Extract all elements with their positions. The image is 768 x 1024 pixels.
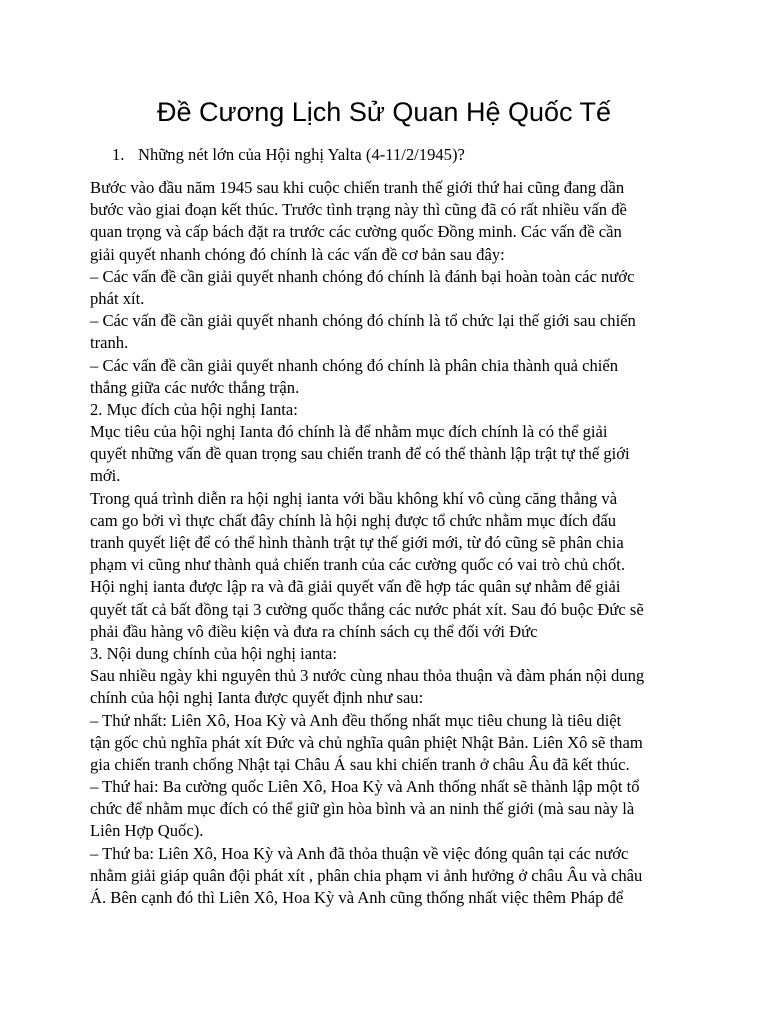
text-line: Sau nhiều ngày khi nguyên thủ 3 nước cùng nhau thỏa thuận và đàm phán nội dung [90, 666, 645, 686]
text-line: Á. Bên cạnh đó thì Liên Xô, Hoa Kỳ và Anh cũng thống nhất việc thêm Pháp để [90, 888, 624, 907]
document-title: Đề Cương Lịch Sử Quan Hệ Quốc Tế [156, 97, 612, 127]
text-line: tranh quyết liệt để có thể hình thành trật tự thế giới mới, từ đó cũng sẽ phân chia [90, 533, 624, 552]
text-line: bước vào giai đoạn kết thúc. Trước tình trạng này thì cũng đã có rất nhiều vấn đề [90, 200, 627, 220]
text-line: Bước vào đầu năm 1945 sau khi cuộc chiến tranh thế giới thứ hai cũng đang dần [90, 178, 625, 197]
text-line: – Thứ ba: Liên Xô, Hoa Kỳ và Anh đã thỏa thuận về việc đóng quân tại các nước [90, 843, 629, 863]
text-line: chức để nhằm mục đích có thể giữ gìn hòa bình và an ninh thế giới (mà sau này là [90, 799, 635, 819]
text-line: quan trọng và cấp bách đặt ra trước các cường quốc Đồng minh. Các vấn đề cần [90, 222, 622, 242]
text-line: nhằm giải giáp quân đội phát xít , phân chia phạm vi ảnh hưởng ở châu Âu và châu [90, 865, 643, 885]
text-line: – Các vấn đề cần giải quyết nhanh chóng đó chính là đánh bại hoàn toàn các nước [90, 266, 635, 286]
text-line: – Các vấn đề cần giải quyết nhanh chóng đó chính là phân chia thành quả chiến [90, 355, 619, 375]
text-line: Hội nghị ianta được lập ra và đã giải quyết vấn đề hợp tác quân sự nhằm để giải [90, 577, 621, 597]
text-line: giải quyết nhanh chóng đó chính là các vấn đề cơ bản sau đây: [90, 244, 505, 264]
text-line: – Thứ hai: Ba cường quốc Liên Xô, Hoa Kỳ và Anh thống nhất sẽ thành lập một tổ [90, 777, 640, 797]
text-line: Liên Hợp Quốc). [90, 821, 204, 841]
text-line: phạm vi cũng như thành quả chiến tranh của các cường quốc có vai trò chủ chốt. [90, 555, 625, 575]
text-line: tranh. [90, 333, 129, 353]
text-line: Trong quá trình diễn ra hội nghị ianta với bầu không khí vô cùng căng thẳng và [90, 488, 618, 508]
text-line: – Thứ nhất: Liên Xô, Hoa Kỳ và Anh đều thống nhất mục tiêu chung là tiêu diệt [90, 710, 622, 730]
text-line: gia chiến tranh chống Nhật tại Châu Á sau khi chiến tranh ở châu Âu đã kết thúc. [90, 754, 630, 774]
text-line: phải đầu hàng vô điều kiện và đưa ra chính sách cụ thể đối với Đức [90, 621, 538, 641]
numbered-question-1 [112, 144, 465, 166]
text-line: cam go bởi vì thực chất đây chính là hội nghị được tổ chức nhằm mục đích đấu [90, 510, 617, 530]
question-text: Những nét lớn của Hội nghị Yalta (4-11/2/1945)? [138, 145, 465, 164]
question-number: 1. [112, 145, 125, 164]
text-line: mới. [90, 466, 121, 486]
text-line: tận gốc chủ nghĩa phát xít Đức và chủ nghĩa quân phiệt Nhật Bản. Liên Xô sẽ tham [90, 732, 643, 752]
text-line: – Các vấn đề cần giải quyết nhanh chóng đó chính là tổ chức lại thế giới sau chiến [90, 311, 636, 331]
text-line: chính của hội nghị Ianta được quyết định như sau: [90, 688, 424, 708]
text-line: 3. Nội dung chính của hội nghị ianta: [90, 643, 338, 663]
text-line: quyết những vấn đề quan trọng sau chiến tranh để có thể thành lập trật tự thế giới [90, 444, 630, 464]
text-line: thắng giữa các nước thắng trận. [90, 377, 300, 397]
text-line: Mục tiêu của hội nghị Ianta đó chính là để nhằm mục đích chính là có thể giải [90, 422, 608, 442]
text-line: quyết tất cả bất đồng tại 3 cường quốc thắng các nước phát xít. Sau đó buộc Đức sẽ [90, 599, 644, 619]
text-line: phát xít. [90, 288, 145, 308]
body-text [90, 177, 690, 909]
text-line: 2. Mục đích của hội nghị Ianta: [90, 399, 298, 419]
